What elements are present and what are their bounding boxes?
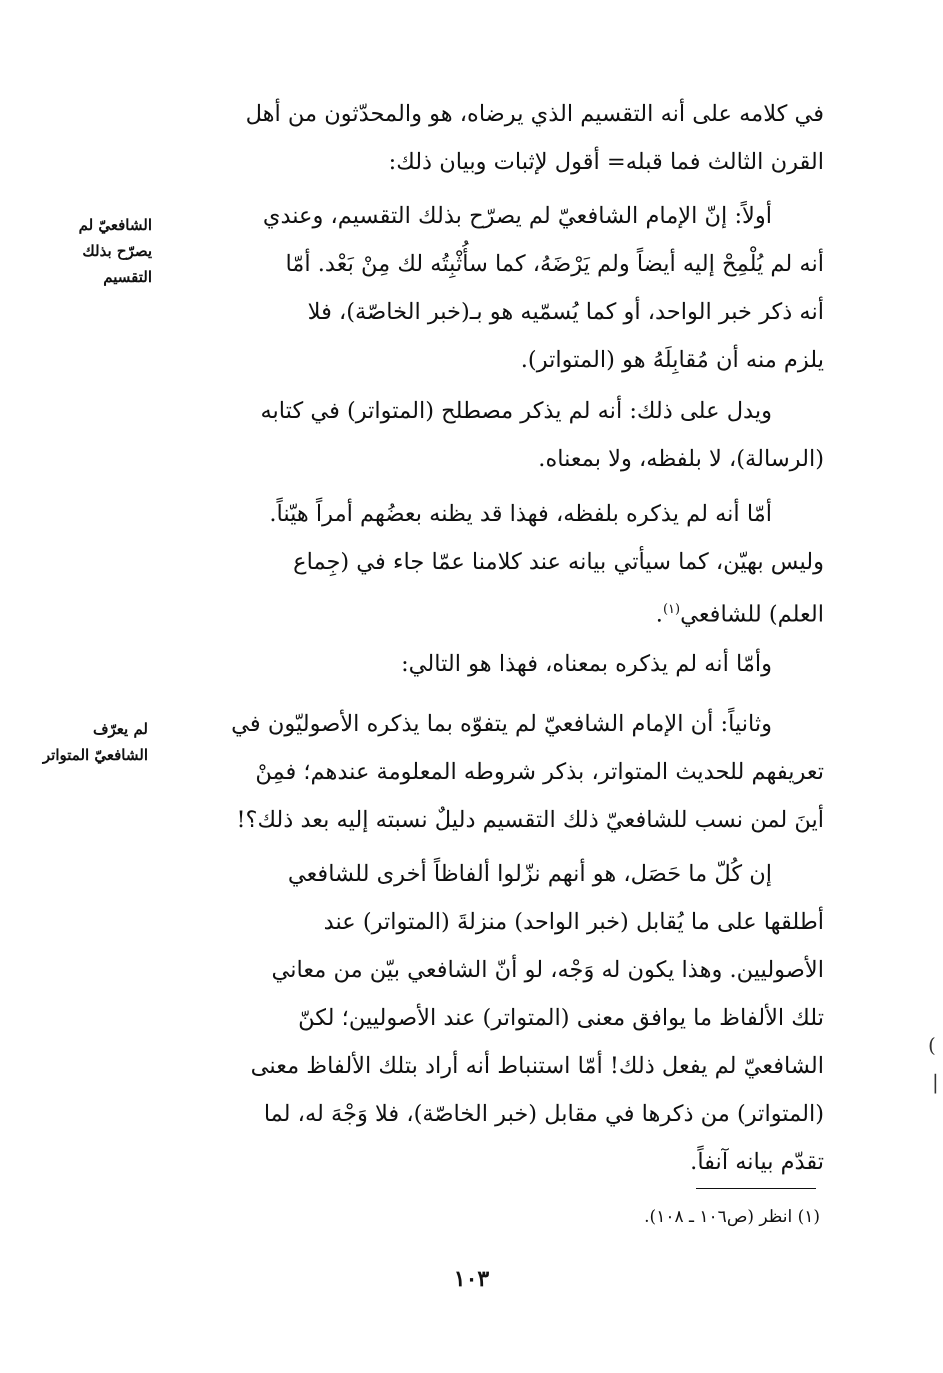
margin-note: [14, 716, 148, 768]
margin-note-line: الشافعيّ المتواتر: [42, 746, 148, 764]
text-line: وأمّا أنه لم يذكره بمعناه، فهذا هو التالي:: [401, 651, 772, 677]
paragraph-7: [176, 850, 824, 1186]
page-edge-mark: |: [932, 1070, 939, 1094]
paragraph-5: [176, 640, 824, 688]
text-line: (المتواتر) من ذكرها في مقابل (خبر الخاصّة)، فلا وَجْهَ له، لما: [263, 1101, 824, 1127]
text-line: إن كُلّ ما حَصَل، هو أنهم نزّلوا ألفاظاً أخرى للشافعي: [287, 861, 772, 887]
text-line: أنه لم يُلْمِحْ إليه أيضاً ولم يَرْضَهُ، كما سأُثْبِتُه لك مِنْ بَعْد. أمّا: [285, 251, 824, 277]
footnote: (١) انظر (ص١٠٦ ـ ١٠٨).: [644, 1207, 820, 1227]
paragraph-2: [176, 192, 824, 384]
page-number: ١٠٣: [453, 1266, 490, 1292]
text-segment: .: [655, 601, 663, 628]
text-line: أمّا أنه لم يذكره بلفظه، فهذا قد يظنه بعضُهم أمراً هيّناً.: [269, 501, 772, 527]
text-line: يلزم منه أن مُقابِلَهُ هو (المتواتر).: [520, 347, 824, 373]
text-line: تلك الألفاظ ما يوافق معنى (المتواتر) عند الأصوليين؛ لكنّ: [298, 1005, 824, 1031]
text-segment: العلم) للشافعي: [680, 601, 824, 628]
margin-note: [18, 212, 152, 290]
text-line: أينَ لمن نسب للشافعيّ ذلك التقسيم دليلٌ نسبته إليه بعد ذلك؟!: [236, 807, 824, 833]
text-line: الشافعيّ لم يفعل ذلك! أمّا استنباط أنه أراد بتلك الألفاظ معنى: [250, 1053, 824, 1079]
paragraph-6: [176, 700, 824, 844]
footnote-divider: [696, 1188, 816, 1189]
paragraph-4: [176, 490, 824, 639]
text-line: أطلقها على ما يُقابل (خبر الواحد) منزلةَ (المتواتر) عند: [323, 909, 824, 935]
margin-note-line: لم يعرّف: [92, 720, 148, 738]
text-line: تعريفهم للحديث المتواتر، بذكر شروطه المعلومة عندهم؛ فمِنْ: [255, 759, 824, 785]
text-line: في كلامه على أنه التقسيم الذي يرضاه، هو والمحدّثون من أهل: [245, 101, 824, 127]
page-edge-mark: (: [928, 1033, 936, 1057]
text-line: القرن الثالث فما قبله= أقول لإثبات وبيان ذلك:: [388, 149, 824, 175]
footnote-reference[interactable]: (١): [662, 602, 681, 617]
text-line: [176, 586, 824, 639]
paragraph-1: [176, 90, 824, 186]
text-line: تقدّم بيانه آنفاً.: [690, 1149, 824, 1175]
text-line: أولاً: إنّ الإمام الشافعيّ لم يصرّح بذلك التقسيم، وعندي: [262, 203, 772, 229]
text-line: الأصوليين. وهذا يكون له وَجْه، لو أنّ الشافعي بيّن من معاني: [271, 957, 824, 983]
text-line: ويدل على ذلك: أنه لم يذكر مصطلح (المتواتر) في كتابه: [260, 398, 772, 424]
text-line: أنه ذكر خبر الواحد، أو كما يُسمّيه هو بـ(خبر الخاصّة)، فلا: [307, 299, 824, 325]
margin-note-line: الشافعيّ لم: [78, 216, 152, 234]
text-line: وثانياً: أن الإمام الشافعيّ لم يتفوّه بما يذكره الأصوليّون في: [231, 711, 772, 737]
paragraph-3: [176, 387, 824, 483]
text-line: وليس بهيّن، كما سيأتي بيانه عند كلامنا عمّا جاء في (جِماع: [293, 549, 824, 575]
margin-note-line: التقسيم: [103, 268, 152, 286]
text-line: (الرسالة)، لا بلفظه، ولا بمعناه.: [538, 446, 824, 472]
margin-note-line: يصرّح بذلك: [82, 242, 152, 260]
